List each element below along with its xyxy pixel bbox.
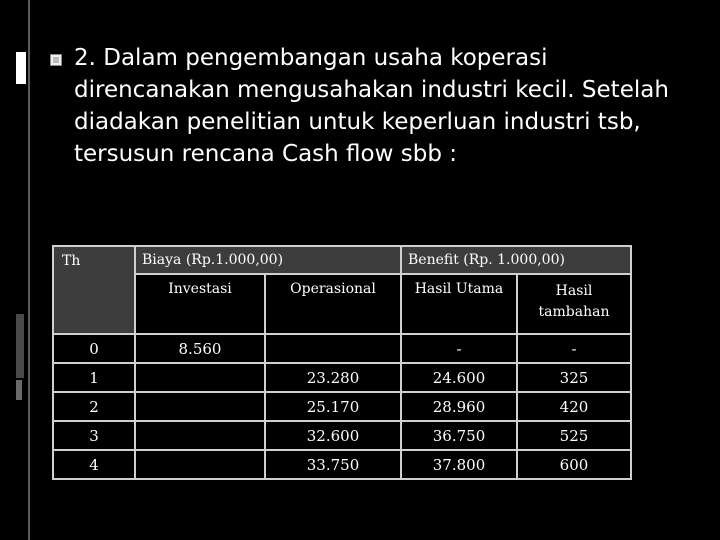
left-rule [28,0,30,540]
square-bullet-icon [50,54,62,66]
header-operasional: Operasional [265,274,401,334]
cell-hasil-utama: 37.800 [401,450,517,479]
problem-statement: 2. Dalam pengembangan usaha koperasi direncanakan mengusahakan industri kecil. Setelah diadakan penelitian untuk keperluan industri tsb, tersusun rencana Cash flow sbb : [74,45,669,167]
accent-block-small [16,380,22,400]
cell-investasi [135,392,265,421]
cell-th: 3 [53,421,135,450]
cell-hasil-utama: 28.960 [401,392,517,421]
cell-operasional: 33.750 [265,450,401,479]
cash-flow-table [52,245,632,480]
header-biaya: Biaya (Rp.1.000,00) [135,246,401,274]
cell-hasil-tambahan: 600 [517,450,631,479]
cell-operasional [265,334,401,363]
table-row [53,421,631,450]
cell-operasional: 23.280 [265,363,401,392]
header-investasi: Investasi [135,274,265,334]
cell-investasi [135,363,265,392]
accent-block-top [16,52,26,84]
cell-hasil-utama: 24.600 [401,363,517,392]
header-hasil-utama: Hasil Utama [401,274,517,334]
cell-hasil-tambahan: - [517,334,631,363]
header-benefit: Benefit (Rp. 1.000,00) [401,246,631,274]
cell-th: 4 [53,450,135,479]
header-hasil-tambahan: Hasil tambahan [517,274,631,334]
cell-hasil-tambahan: 420 [517,392,631,421]
accent-block-middle [16,314,24,378]
cell-hasil-utama: 36.750 [401,421,517,450]
table-subheader-row [53,274,631,334]
table-row [53,392,631,421]
table-row [53,363,631,392]
cell-th: 2 [53,392,135,421]
cell-th: 0 [53,334,135,363]
cell-hasil-utama: - [401,334,517,363]
table-row [53,450,631,479]
cell-hasil-tambahan: 525 [517,421,631,450]
cell-investasi [135,450,265,479]
cell-hasil-tambahan: 325 [517,363,631,392]
cell-th: 1 [53,363,135,392]
table-row [53,334,631,363]
cell-investasi: 8.560 [135,334,265,363]
cell-operasional: 25.170 [265,392,401,421]
cell-investasi [135,421,265,450]
cell-operasional: 32.600 [265,421,401,450]
header-th: Th [53,246,135,334]
table-header-row [53,246,631,274]
